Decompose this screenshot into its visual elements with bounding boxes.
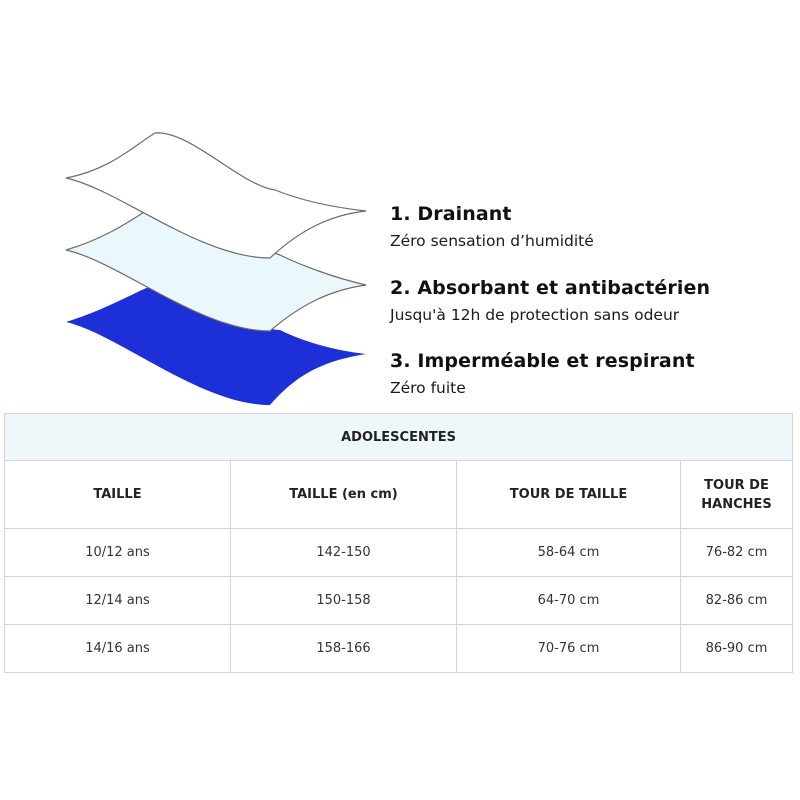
table-cell: 12/14 ans: [5, 577, 231, 625]
fabric-layers-illustration: [0, 120, 380, 420]
table-group-row: [5, 414, 793, 461]
table-cell: 142-150: [231, 529, 457, 577]
table-cell: 58-64 cm: [457, 529, 681, 577]
column-header-tour-de-taille: TOUR DE TAILLE: [457, 461, 681, 529]
table-cell: 70-76 cm: [457, 625, 681, 673]
table-cell: 158-166: [231, 625, 457, 673]
table-group-title: ADOLESCENTES: [5, 414, 793, 461]
feature-impermeable: [390, 350, 695, 397]
table-row: [5, 625, 793, 673]
feature-absorbant: [390, 277, 710, 324]
column-header-taille: TAILLE: [5, 461, 231, 529]
feature-title: 2. Absorbant et antibactérien: [390, 277, 711, 299]
table-cell: 82-86 cm: [681, 577, 793, 625]
feature-subtitle: Zéro sensation d’humidité: [390, 232, 594, 250]
feature-title: 3. Imperméable et respirant: [390, 350, 695, 372]
column-header-taille-cm: TAILLE (en cm): [231, 461, 457, 529]
feature-title: 1. Drainant: [390, 203, 512, 225]
table-row: [5, 577, 793, 625]
table-cell: 76-82 cm: [681, 529, 793, 577]
table-cell: 14/16 ans: [5, 625, 231, 673]
table-cell: 64-70 cm: [457, 577, 681, 625]
column-header-tour-de-hanches: TOUR DE HANCHES: [681, 461, 793, 529]
table-cell: 150-158: [231, 577, 457, 625]
table-cell: 10/12 ans: [5, 529, 231, 577]
table-header-row: [5, 461, 793, 529]
feature-drainant: [390, 203, 594, 250]
table-cell: 86-90 cm: [681, 625, 793, 673]
feature-subtitle: Zéro fuite: [390, 379, 466, 397]
table-row: [5, 529, 793, 577]
feature-subtitle: Jusqu'à 12h de protection sans odeur: [390, 306, 680, 324]
size-table: [4, 413, 793, 673]
